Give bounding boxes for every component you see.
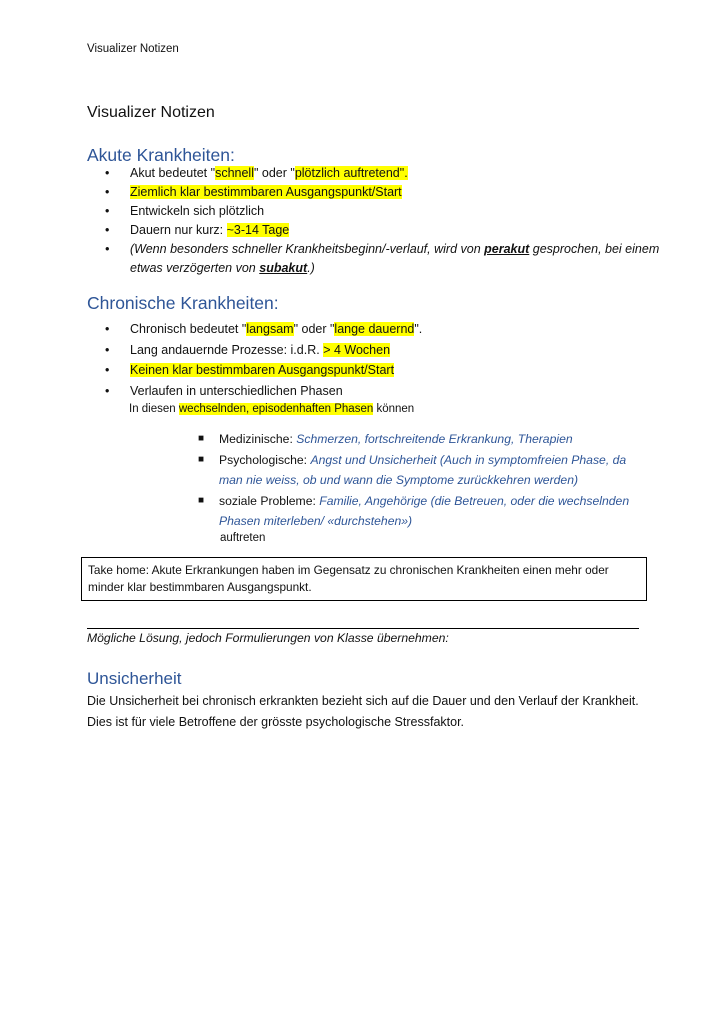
acute-bullet-list: [105, 164, 665, 278]
square-bullet-icon: ■: [198, 453, 205, 465]
problem-item: [198, 450, 648, 491]
problem-item: [198, 429, 648, 450]
text-segment: Entwickeln sich plötzlich: [130, 204, 265, 218]
bullet-dot-icon: •: [105, 185, 110, 199]
bullet-dot-icon: •: [105, 363, 110, 377]
list-item: [105, 183, 665, 202]
text-segment: klar bestimmbaren Ausgangspunkt/Start: [180, 185, 402, 199]
text-segment: lange dauernd: [334, 322, 415, 336]
text-segment: Dauern nur kurz:: [130, 223, 227, 237]
text-segment: Akut bedeutet ": [130, 166, 216, 180]
bullet-dot-icon: •: [105, 383, 110, 398]
text-segment: In diesen: [129, 403, 179, 415]
square-bullet-icon: ■: [198, 433, 205, 444]
problem-detail: Familie, Angehörige (die Betreuen, oder die wechselnden Phasen miterleben/ «durchstehen»): [219, 493, 630, 528]
take-home-box: Take home: Akute Erkrankungen haben im Gegensatz zu chronischen Krankheiten einen mehr oder minder klar bestimmbaren Ausgangspunkt.: [81, 557, 647, 601]
text-segment: subakut: [259, 261, 308, 275]
auftreten-text: auftreten: [220, 532, 266, 544]
text-segment: perakut: [484, 242, 530, 256]
list-item: [105, 381, 665, 402]
text-segment: Lang andauernde Prozesse: i.d.R.: [130, 342, 324, 357]
problem-label: Medizinische:: [219, 432, 297, 446]
text-segment: " oder ": [253, 166, 295, 180]
page-header-note: Visualizer Notizen: [87, 43, 179, 55]
text-segment: Verlaufen in unterschiedlichen Phasen: [130, 383, 343, 398]
text-segment: .): [307, 261, 315, 275]
section-divider: [87, 628, 639, 629]
bullet-dot-icon: •: [105, 166, 110, 180]
heading-unsicherheit: Unsicherheit: [87, 669, 182, 688]
problem-label: soziale Probleme:: [219, 493, 320, 508]
heading-acute-diseases: Akute Krankheiten:: [87, 145, 235, 165]
bullet-dot-icon: •: [105, 204, 110, 218]
square-bullet-icon: ■: [198, 494, 205, 506]
text-segment: ".: [414, 322, 423, 336]
unsicherheit-paragraph: Die Unsicherheit bei chronisch erkrankten bezieht sich auf die Dauer und den Verlauf der Krankheit. Dies ist für viele Betroffene der grösste psychologische Stressfaktor.: [87, 694, 639, 729]
possible-solution-note: Mögliche Lösung, jedoch Formulierungen von Klasse übernehmen:: [87, 631, 449, 645]
chronic-bullet-list: [105, 319, 665, 401]
list-item: [105, 221, 665, 240]
problem-sublist: [198, 429, 648, 532]
text-segment: (Wenn besonders schneller Krankheitsbeginn/-verlauf, wird von: [130, 242, 485, 256]
problem-item: [198, 491, 648, 532]
text-segment: " oder ": [293, 322, 335, 336]
text-segment: ~3-14 Tage: [226, 223, 290, 237]
text-segment: können: [373, 403, 415, 415]
list-item: [105, 164, 665, 183]
bullet-dot-icon: •: [105, 322, 110, 336]
list-item: [105, 319, 665, 340]
text-segment: > 4 Wochen: [323, 342, 391, 357]
text-segment: Ziemlich: [130, 185, 181, 199]
list-item: [105, 240, 665, 278]
text-segment: schnell: [215, 166, 254, 180]
text-segment: plötzlich auftretend".: [294, 166, 408, 180]
list-item: [105, 202, 665, 221]
document-title: Visualizer Notizen: [87, 104, 215, 121]
bullet-dot-icon: •: [105, 242, 110, 256]
problem-detail: Angst und Unsicherheit (Auch in symptomfreien Phase, da man nie weiss, ob und wann die Symptome zurückkehren werden): [219, 452, 627, 487]
text-segment: gesprochen, bei einem etwas verzögerten von: [130, 242, 660, 275]
text-segment: langsam: [246, 322, 294, 336]
list-item: [105, 360, 665, 381]
text-segment: Chronisch bedeutet ": [130, 322, 247, 336]
text-segment: wechselnden, episodenhaften Phasen: [178, 403, 374, 415]
text-segment: Keinen klar bestimmbaren Ausgangspunkt/Start: [130, 363, 395, 377]
bullet-dot-icon: •: [105, 223, 110, 237]
bullet-dot-icon: •: [105, 342, 110, 357]
heading-chronic-diseases: Chronische Krankheiten:: [87, 293, 279, 313]
phases-intro-line: [129, 403, 414, 415]
problem-detail: Schmerzen, fortschreitende Erkrankung, Therapien: [296, 432, 573, 446]
problem-label: Psychologische:: [219, 452, 311, 467]
list-item: [105, 340, 665, 361]
